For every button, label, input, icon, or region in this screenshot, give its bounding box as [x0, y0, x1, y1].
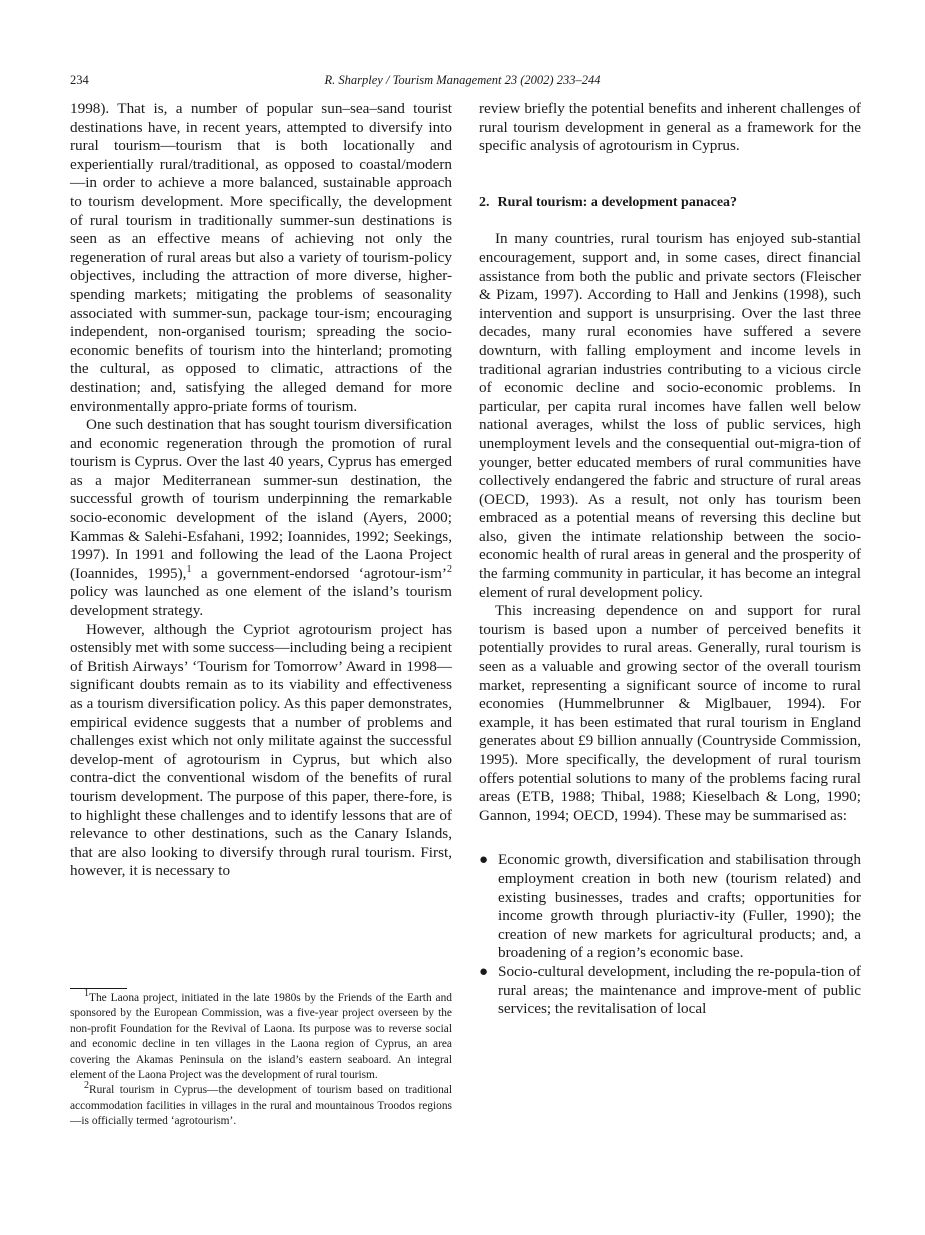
right-column [479, 100, 861, 1019]
body-paragraph: This increasing dependence on and support for rural tourism is based upon a number of perceived benefits it potentially provides to rural areas. Generally, rural tourism is seen as a valuable and growing sector of the overall tourism market, representing a significant source of income to rural economies (Hummelbrunner & Miglbauer, 1994). For example, it has been estimated that rural tourism in England generates about £9 billion annually (Countryside Commission, 1995). More specifically, the development of rural tourism offers potential solutions to many of the problems facing rural areas (ETB, 1988; Thibal, 1988; Kieselbach & Long, 1990; Gannon, 1994; OECD, 1994). These may be summarised as: [479, 602, 861, 824]
footnote-ref-1[interactable]: 1 [186, 563, 192, 575]
page-number: 234 [70, 73, 89, 87]
body-paragraph: In many countries, rural tourism has enjoyed sub-stantial encouragement, support and, in some cases, direct financial assistance from both the public and private sectors (Fleischer & Pizam, 1997). According to Hall and Jenkins (1998), such intervention and support is unsurprising. Over the last three decades, many rural economies have suffered a severe downturn, with falling employment and income levels in traditional agrarian industries contributing to a vicious circle of economic decline and socio-economic problems. In particular, per capita rural incomes have fallen well below national averages, whilst the loss of public services, high unemployment levels and the consequential out-migra-tion of younger, better educated members of rural communities have collectively endangered the fabric and structure of rural areas (OECD, 1993). As a result, not only has tourism been embraced as a potential means of reversing this decline but also, given the intimate relationship between the socio-economic health of rural areas in general and the prosperity of the farming community in particular, it has become an integral element of rural development policy. [479, 230, 861, 601]
body-paragraph: One such destination that has sought tourism diversification and economic regeneration through the promotion of rural tourism is Cyprus. Over the last 40 years, Cyprus has emerged as a major Mediterranean summer-sun destination, the successful growth of tourism underpinning the remarkable socio-economic development of the island (Ayers, 2000; Kammas & Salehi-Esfahani, 1992; Ioannides, 1992; Seekings, 1997). In 1991 and following the lead of the Laona Project (Ioannides, 1995),$^1$ a government-endorsed ‘agrotour-ism’$^2$ policy was launched as one element of the island’s tourism development strategy. [70, 416, 452, 620]
bullet-icon: ● [479, 852, 489, 869]
footnote-ref-2[interactable]: 2 [446, 563, 452, 575]
section-number: 2. [479, 194, 490, 210]
page-header [70, 73, 855, 91]
section-heading [479, 194, 861, 213]
bullet-icon: ● [479, 963, 489, 980]
body-paragraph: However, although the Cypriot agrotourism project has ostensibly met with some success—including being a recipient of British Airways’ ‘Tourism for Tomorrow’ Award in 1998—significant doubts remain as to its viability and effectiveness as a tourism diversification policy. As this paper demonstrates, empirical evidence suggests that a number of problems and challenges exist which not only militate against the successful develop-ment of agrotourism in Cyprus, but which also contra-dict the conventional wisdom of the benefits of rural tourism development. The purpose of this paper, there-fore, is to highlight these challenges and to identify lessons that are of relevance to other destinations, such as the Canary Islands, that are also looking to diversify through rural tourism. First, however, it is necessary to [70, 620, 452, 880]
footnote-1: $^1$The Laona project, initiated in the late 1980s by the Friends of the Earth and sponsored by the European Commission, was a five-year project overseen by the non-profit Foundation for the Revival of Laona. Its purpose was to reverse social and economic decline in ten villages in the Laona region of Cyprus, an area covering the Akamas Peninsula on the island’s eastern seaboard. An integral element of the Laona Project was the development of rural tourism. [70, 988, 452, 1082]
footnote-divider [70, 988, 127, 989]
benefits-list [479, 851, 861, 1018]
list-item: ● Economic growth, diversification and stabilisation through employment creation in both new (tourism related) and existing businesses, trades and crafts; opportunities for income growth through pluriactiv-ity (Fuller, 1990); the creation of new markets for agricultural products; and, a broadening of a region’s economic base. [479, 851, 861, 962]
footnote-2: $^2$Rural tourism in Cyprus—the development of tourism based on traditional accommodation facilities in villages in the rural and mountainous Troodos regions—is officially termed ‘agrotourism’. [70, 1080, 452, 1128]
body-paragraph: 1998). That is, a number of popular sun–sea–sand tourist destinations have, in recent years, attempted to diversify into rural tourism—tourism that is both locationally and experientially rural/traditional, as opposed to coastal/modern—in order to achieve a more balanced, sustainable approach to tourism development. More specifically, the development of rural tourism in traditionally summer-sun destinations is seen as an effective means of achieving not only the regeneration of rural areas but also a variety of tourism-policy objectives, including the attraction of more diverse, higher-spending markets; mitigating the problems of seasonality associated with summer-sun, package tour-ism; encouraging independent, non-organised tourism; spreading the socio-economic benefits of tourism into the hinterland; promoting the cultural, as opposed to climatic, attractions of the destination; and, satisfying the alleged demand for more environmentally appro-priate forms of tourism. [70, 100, 452, 415]
running-head: R. Sharpley / Tourism Management 23 (2002) 233–244 [324, 73, 601, 87]
section-title: Rural tourism: a development panacea? [497, 194, 738, 210]
footnotes [70, 988, 452, 1130]
list-item: ● Socio-cultural development, including the re-popula-tion of rural areas; the maintenance and improve-ment of public services; the revitalisation of local [479, 962, 861, 1018]
body-paragraph: review briefly the potential benefits and inherent challenges of rural tourism development in general as a framework for the specific analysis of agrotourism in Cyprus. [479, 100, 861, 155]
left-column [70, 100, 452, 881]
